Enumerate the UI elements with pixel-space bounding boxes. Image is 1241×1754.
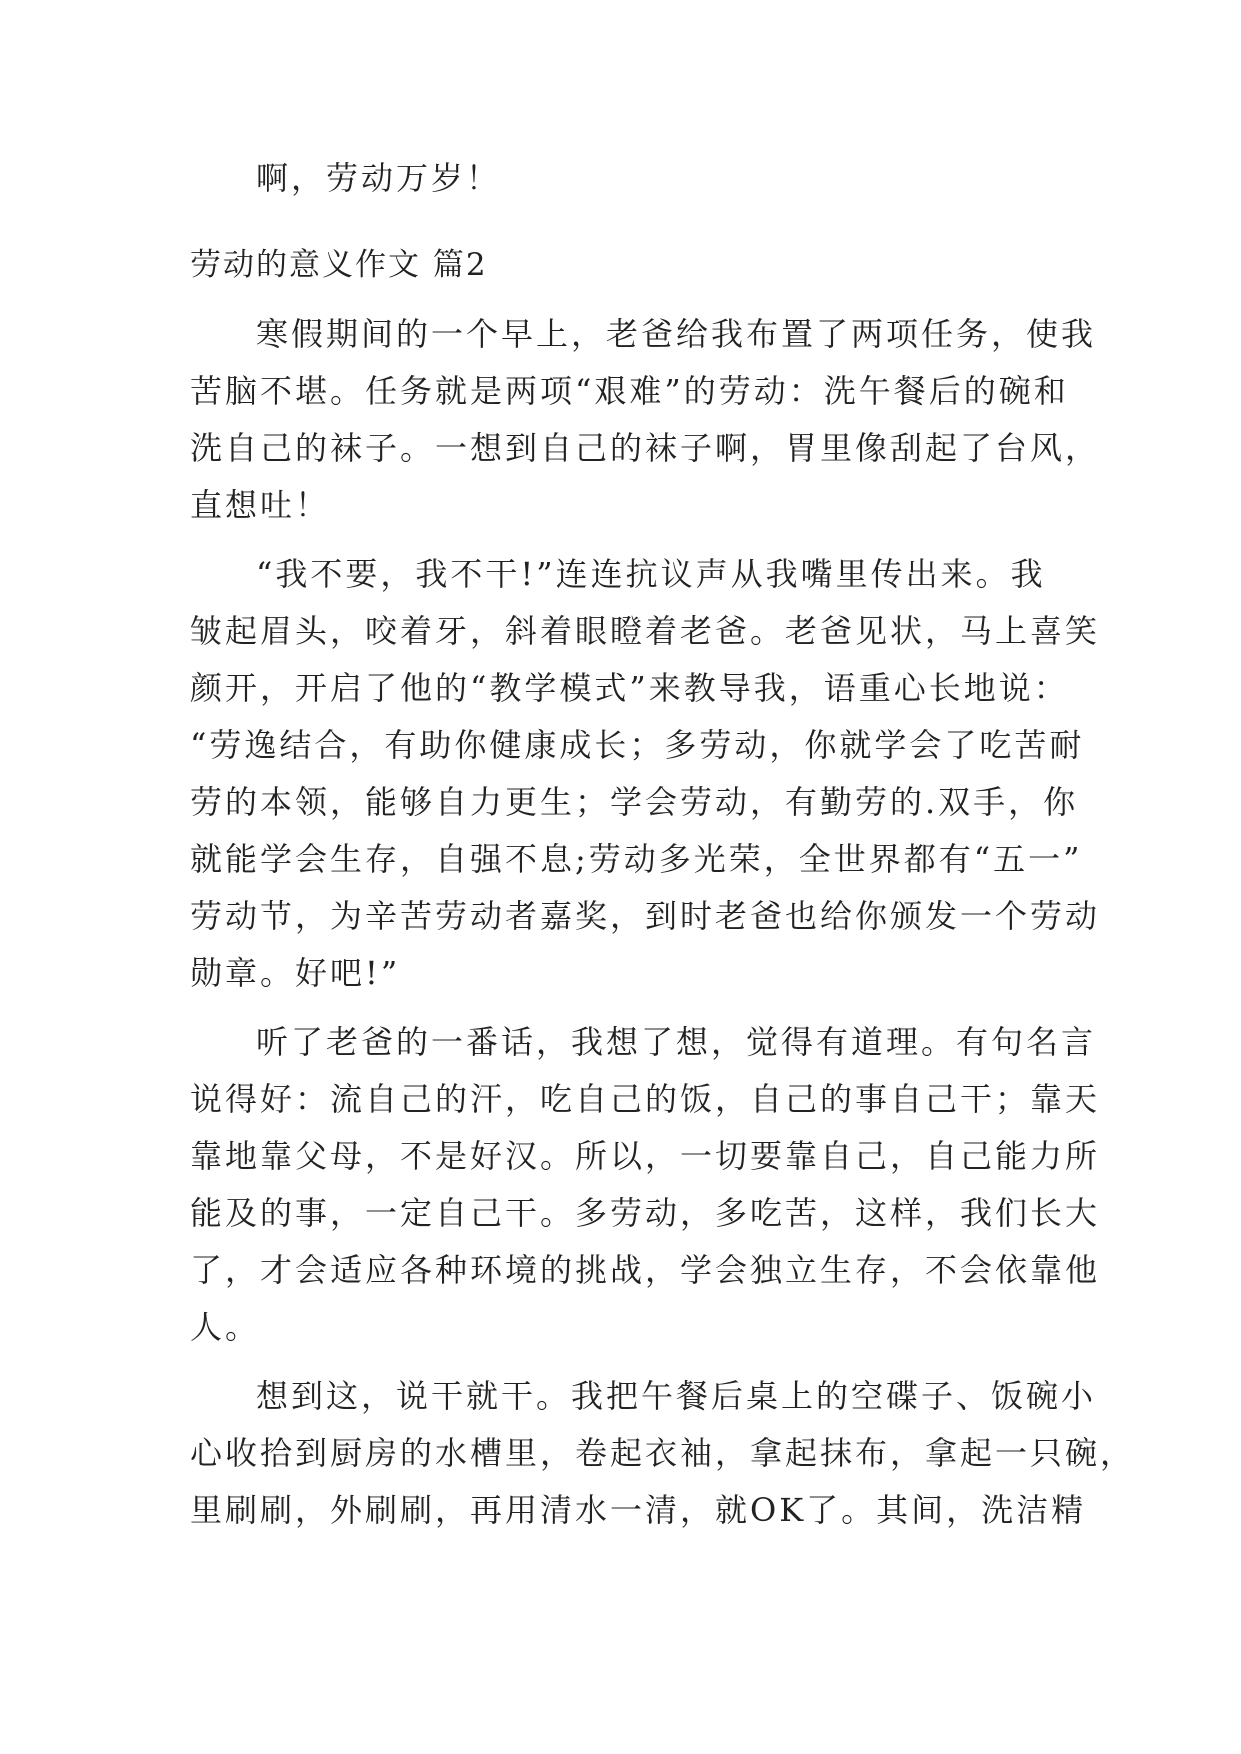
paragraph-line: 就能学会生存，自强不息;劳动多光荣，全世界都有“五一”: [190, 840, 1083, 878]
paragraph-line: 皱起眉头，咬着牙，斜着眼瞪着老爸。老爸见状，马上喜笑: [190, 612, 1101, 650]
paragraph-line: 听了老爸的一番话，我想了想，觉得有道理。有句名言: [256, 1023, 1097, 1061]
document-body: [190, 150, 1136, 1539]
paragraph-line: 颜开，开启了他的“教学模式”来教导我，语重心长地说：: [190, 669, 1069, 707]
paragraph-line: 想到这，说干就干。我把午餐后桌上的空碟子、饭碗小: [256, 1377, 1097, 1415]
paragraph-line: 直想吐！: [190, 486, 331, 524]
paragraph-line: 人。: [190, 1308, 261, 1346]
paragraph-1: [190, 306, 1101, 534]
paragraph-line: 说得好：流自己的汗，吃自己的饭，自己的事自己干；靠天: [190, 1080, 1101, 1118]
section-spacer: [190, 207, 1050, 237]
paragraph-spacer: [190, 1356, 1050, 1368]
paragraph-spacer: [190, 1002, 1050, 1014]
paragraph-spacer: [190, 534, 1050, 546]
paragraph-line: 里刷刷，外刷刷，再用清水一清，就OK了。其间，洗洁精: [190, 1491, 1087, 1529]
paragraph-line: 寒假期间的一个早上，老爸给我布置了两项任务，使我: [256, 315, 1097, 353]
paragraph-line: “劳逸结合，有助你健康成长；多劳动，你就学会了吃苦耐: [190, 726, 1085, 764]
paragraph-line: 了，才会适应各种环境的挑战，学会独立生存，不会依靠他: [190, 1251, 1101, 1289]
section-title: 劳动的意义作文 篇2: [190, 247, 488, 283]
paragraph-line: 勋章。好吧!”: [190, 954, 401, 992]
paragraph-4: [190, 1368, 1136, 1539]
opening-line: 啊，劳动万岁！: [256, 159, 502, 197]
paragraph-line: 苦脑不堪。任务就是两项“艰难”的劳动：洗午餐后的碗和: [190, 372, 1069, 410]
paragraph-line: 靠地靠父母，不是好汉。所以，一切要靠自己，自己能力所: [190, 1137, 1101, 1175]
paragraph-line: 劳动节，为辛苦劳动者嘉奖，到时老爸也给你颁发一个劳动: [190, 897, 1101, 935]
paragraph-2: [190, 546, 1101, 1002]
title-spacer: [190, 294, 1050, 306]
paragraph-line: “我不要，我不干!”连连抗议声从我嘴里传出来。我: [256, 555, 1046, 593]
paragraph-line: 能及的事，一定自己干。多劳动，多吃苦，这样，我们长大: [190, 1194, 1101, 1232]
paragraph-line: 心收拾到厨房的水槽里，卷起衣袖，拿起抹布，拿起一只碗，: [190, 1434, 1136, 1472]
paragraph-line: 洗自己的袜子。一想到自己的袜子啊，胃里像刮起了台风，: [190, 429, 1101, 467]
paragraph-3: [190, 1014, 1101, 1356]
paragraph-line: 劳的本领，能够自力更生；学会劳动，有勤劳的.双手，你: [190, 783, 1079, 821]
